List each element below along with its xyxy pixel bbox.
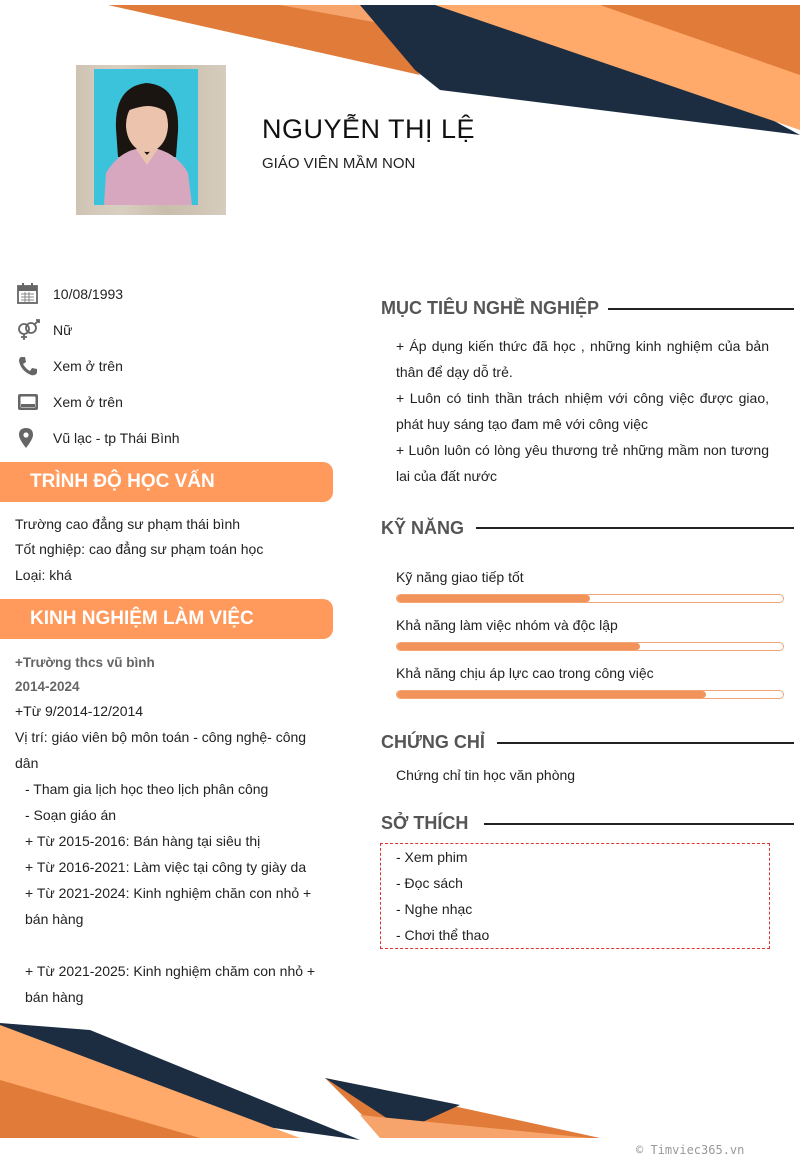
profile-photo-frame [76,65,226,215]
contact-birthdate [16,282,123,306]
skill-label: Khả năng chịu áp lực cao trong công việc [396,665,654,681]
gender-icon [16,319,40,341]
certificate-item: Chứng chỉ tin học văn phòng [396,767,576,783]
experience-line: - Tham gia lịch học theo lịch phân công [25,781,269,797]
experience-line: +Từ 9/2014-12/2014 [15,703,144,719]
job-title: GIÁO VIÊN MẦM NON [262,155,416,172]
experience-line: + Từ 2021-2025: Kinh nghiệm chăm con nhỏ + [25,963,316,979]
experience-line: bán hàng [25,911,84,927]
skill-label: Khả năng làm việc nhóm và độc lập [396,617,618,633]
education-line: Tốt nghiệp: cao đẳng sư phạm toán học [15,541,264,557]
skill-bar [396,594,784,603]
birthdate-text: 10/08/1993 [53,286,124,302]
skill-bar [396,690,784,699]
certificates-divider [497,742,794,744]
objective-paragraph: + Luôn luôn có lòng yêu thương trẻ những mầm non tương lai của đất nước [396,442,769,484]
skills-title: KỸ NĂNG [381,518,465,538]
skill-fill [397,643,640,650]
phone-text: Xem ở trên [53,358,123,374]
certificates-title: CHỨNG CHỈ [381,732,485,752]
education-line: Loại: khá [15,567,72,583]
experience-line: dân [15,755,39,771]
objective-paragraph: + Luôn có tinh thần trách nhiệm với công việc được giao, phát huy sáng tạo đam mê với công việc [396,390,769,432]
bottom-decoration [0,1020,800,1145]
contact-phone [16,354,123,378]
experience-line: Vị trí: giáo viên bộ môn toán - công nghệ- công [15,729,307,745]
experience-line: + Từ 2016-2021: Làm việc tại công ty giày da [25,859,307,875]
location-pin-icon [16,427,40,449]
education-header: TRÌNH ĐỘ HỌC VẤN [0,462,333,502]
candidate-name: NGUYỄN THỊ LỆ [262,114,476,144]
objective-paragraph: + Áp dụng kiến thức đã học , những kinh nghiệm của bản thân để dạy dỗ trẻ. [396,338,769,380]
hobbies-box [380,843,770,949]
hobby-item: - Nghe nhạc [396,901,473,917]
skill-fill [397,691,706,698]
experience-line: bán hàng [25,989,84,1005]
gender-text: Nữ [53,322,73,338]
contact-email [16,390,123,414]
watermark: © Timviec365.vn [636,1143,745,1157]
skills-divider [476,527,794,529]
experience-line: + Từ 2021-2024: Kinh nghiệm chăn con nhỏ + [25,885,312,901]
phone-icon [16,355,40,377]
email-icon [16,391,40,413]
experience-header: KINH NGHIỆM LÀM VIỆC [0,599,333,639]
experience-line: + Từ 2015-2016: Bán hàng tại siêu thị [25,833,261,849]
hobbies-divider [484,823,794,825]
hobby-item: - Chơi thể thao [396,927,490,943]
hobbies-title: SỞ THÍCH [381,813,469,833]
hobby-item: - Đọc sách [396,875,463,891]
hobby-item: - Xem phim [396,849,468,865]
contact-gender [16,318,72,342]
skill-label: Kỹ năng giao tiếp tốt [396,569,524,585]
email-text: Xem ở trên [53,394,123,410]
profile-photo [94,69,198,205]
education-line: Trường cao đẳng sư phạm thái bình [15,516,241,532]
calendar-icon [16,283,40,305]
skill-bar [396,642,784,651]
objective-title: MỤC TIÊU NGHỀ NGHIỆP [381,298,600,318]
experience-company: +Trường thcs vũ bình [15,655,155,670]
contact-address [16,426,180,450]
experience-period: 2014-2024 [15,679,80,694]
experience-line: - Soạn giáo án [25,807,117,823]
skill-fill [397,595,590,602]
objective-divider [608,308,794,310]
address-text: Vũ lạc - tp Thái Bình [53,430,180,446]
